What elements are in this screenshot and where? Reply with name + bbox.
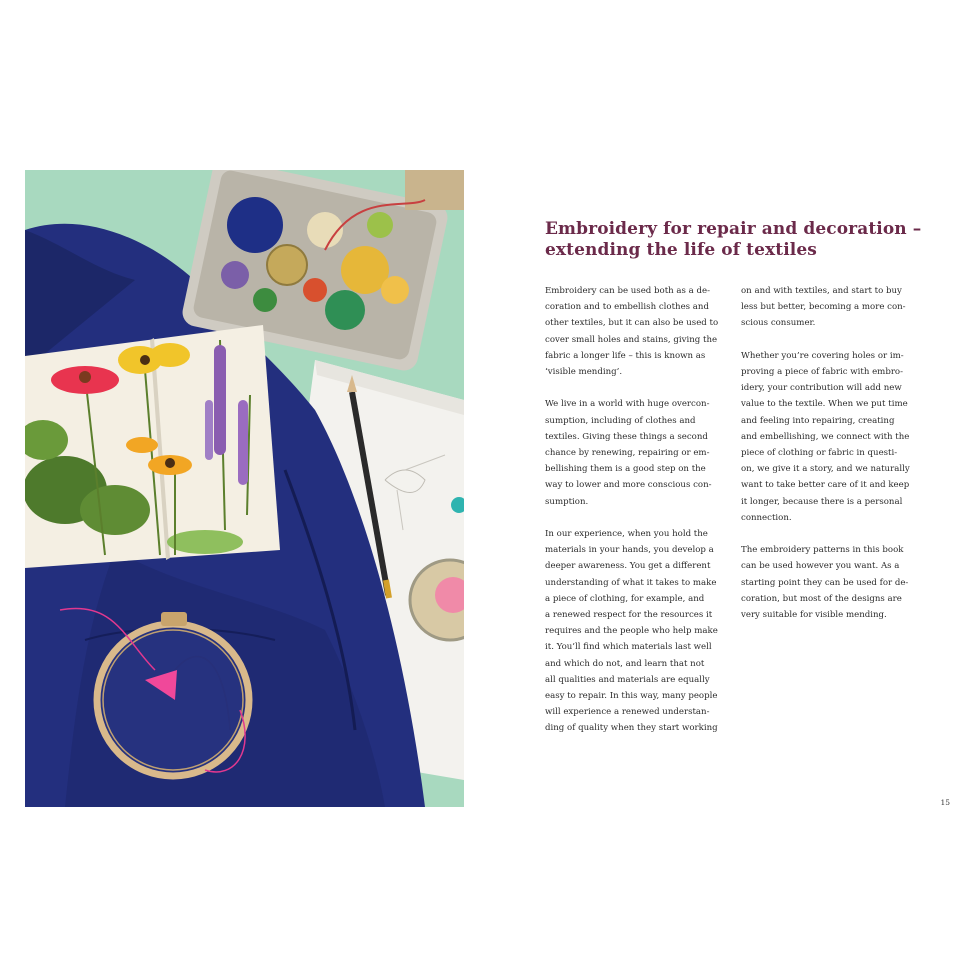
text-line: it. You’ll find which materials last well xyxy=(545,642,712,653)
text-line: materials in your hands, you develop a xyxy=(545,545,714,556)
text-line: a piece of clothing, for example, and xyxy=(545,593,705,604)
text-line: will experience a renewed understan- xyxy=(545,707,710,718)
body-paragraph xyxy=(741,283,923,332)
text-line: cover small holes and stains, giving the xyxy=(545,334,718,345)
text-line: ‘visible mending’. xyxy=(545,367,623,378)
flower-book xyxy=(25,325,280,568)
body-paragraph xyxy=(545,526,727,737)
text-line: ding of quality when they start working xyxy=(545,723,718,734)
text-line: scious consumer. xyxy=(741,318,816,329)
text-line: want to take better care of it and keep xyxy=(741,480,910,491)
body-paragraph xyxy=(741,542,923,623)
text-line: piece of clothing or fabric in questi- xyxy=(741,448,898,459)
text-line: idery, your contribution will add new xyxy=(741,383,902,394)
chapter-heading xyxy=(545,219,945,261)
text-line: on, we give it a story, and we naturally xyxy=(741,464,910,475)
text-line: sumption, including of clothes and xyxy=(545,415,696,426)
body-column-left xyxy=(545,283,727,753)
heading-line: Embroidery for repair and decoration – xyxy=(545,219,922,239)
body-column-right xyxy=(741,283,923,639)
text-line: fabric a longer life – this is known as xyxy=(545,350,706,361)
text-line: easy to repair. In this way, many people xyxy=(545,691,718,702)
text-line: and embellishing, we connect with the xyxy=(741,431,910,442)
text-line: way to lower and more conscious con- xyxy=(545,480,712,491)
page-number: 15 xyxy=(940,798,950,807)
text-line: Embroidery can be used both as a de- xyxy=(545,286,711,296)
text-line: it longer, because there is a personal xyxy=(741,496,903,507)
embroidery-supplies-photo xyxy=(25,170,464,807)
text-line: and which do not, and learn that not xyxy=(545,658,705,669)
heading-line: extending the life of textiles xyxy=(545,240,817,260)
text-line: We live in a world with huge overcon- xyxy=(545,399,710,410)
body-paragraph xyxy=(741,348,923,526)
text-line: Whether you’re covering holes or im- xyxy=(741,350,904,361)
text-line: other textiles, but it can also be used to xyxy=(545,318,719,329)
text-line: connection. xyxy=(741,512,792,523)
body-paragraph xyxy=(545,396,727,509)
text-line: understanding of what it takes to make xyxy=(545,577,717,588)
text-line: can be used however you want. As a xyxy=(741,561,900,572)
text-line: on and with textiles, and start to buy xyxy=(741,286,902,296)
text-line: starting point they can be used for de- xyxy=(741,577,909,588)
text-line: less but better, becoming a more con- xyxy=(741,302,906,313)
text-line: The embroidery patterns in this book xyxy=(741,545,904,556)
text-line: chance by renewing, repairing or em- xyxy=(545,448,710,459)
text-line: very suitable for visible mending. xyxy=(741,610,887,621)
text-line: proving a piece of fabric with embro- xyxy=(741,367,904,377)
text-line: bellishing them is a good step on the xyxy=(545,464,706,475)
text-line: In our experience, when you hold the xyxy=(545,529,708,540)
text-line: a renewed respect for the resources it xyxy=(545,610,713,621)
text-line: value to the textile. When we put time xyxy=(741,399,908,410)
text-line: coration, but most of the designs are xyxy=(741,593,902,604)
body-paragraph xyxy=(545,283,727,380)
text-line: sumption. xyxy=(545,496,589,507)
text-line: textiles. Giving these things a second xyxy=(545,431,708,442)
text-line: and feeling into repairing, creating xyxy=(741,415,895,426)
text-line: requires and the people who help make xyxy=(545,626,718,637)
text-line: all qualities and materials are equally xyxy=(545,674,710,685)
text-line: deeper awareness. You get a different xyxy=(545,561,711,572)
text-line: coration and to embellish clothes and xyxy=(545,302,709,313)
